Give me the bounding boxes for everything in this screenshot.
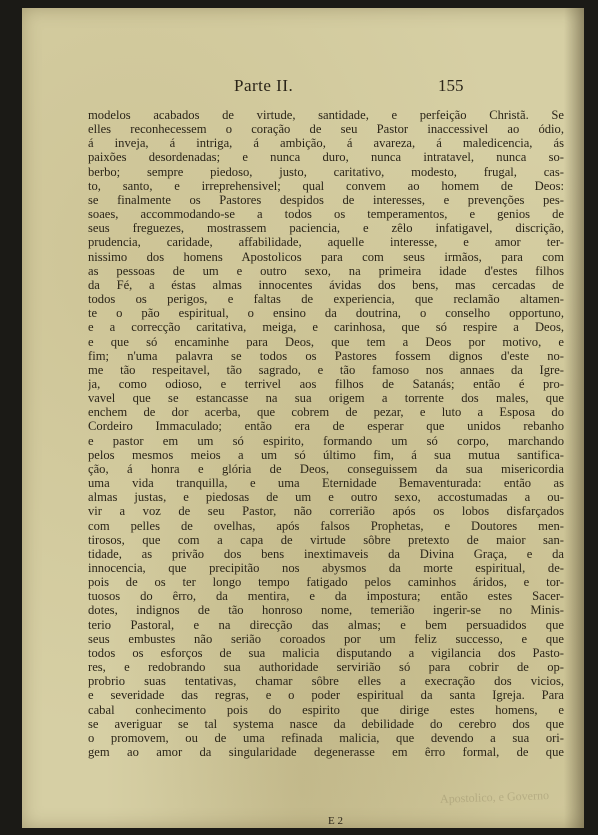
text-line: todos os perigos, e faltas de experiencia, que reclamão altamen- (88, 292, 564, 307)
text-line: te o pão espiritual, o ensino da doutrina, o conselho opportuno, (88, 306, 564, 321)
text-line: e severidade das regras, e o poder espiritual da santa Igreja. Para (88, 688, 564, 703)
text-line: tidade, as privão dos bens inextimaveis da Divina Graça, e da (88, 546, 564, 561)
text-line: modelos acabados de virtude, santidade, e perfeição Christã. Se (88, 108, 564, 122)
text-line: ção, á honra e glória de Deos, conseguissem da sua misericordia (88, 461, 564, 476)
text-line: Cordeiro Immaculado; então era de esperar que unidos rebanho (88, 419, 564, 434)
show-through-text: Apostolico, e Governo (439, 788, 550, 806)
text-line: todos os esforços de sua malicia disputando a vigilancia dos Pasto- (88, 645, 564, 660)
page-number: 155 (438, 76, 464, 95)
text-line: da Fé, a éstas almas innocentes ávidas dos bens, mas cercadas de (88, 277, 564, 292)
text-line: me tão respeitavel, tão sagrado, e tão famoso nos annaes da Igre- (88, 362, 564, 377)
text-line: e pastor em um só espirito, formando um só corpo, marchando (88, 433, 564, 448)
text-line: se averiguar se tal systema nasce da debilidade do cerebro dos que (88, 716, 564, 731)
text-line: terio Pastoral, e na direcção das almas; e bem persuadidos que (88, 617, 564, 632)
text-line: com pelles de ovelhas, após falsos Prophetas, e Doutores men- (88, 518, 564, 533)
text-line: tuosos do êrro, da mentira, e da impostura; então estes Sacer- (88, 589, 564, 604)
text-line: cabal conhecimento pois do espirito que dirige estes homens, e (88, 702, 564, 717)
text-line: elles reconhecessem o coração de seu Pastor inaccessivel ao ódio, (88, 122, 564, 137)
body-text (88, 108, 564, 759)
text-line: to, santo, e irreprehensivel; qual convem ao homem de Deos: (88, 178, 564, 193)
text-line: innocencia, que precipitão nos abysmos da morte espiritual, de- (88, 561, 564, 575)
text-line: almas justas, e piedosas de um e outro sexo, accostumadas a ou- (88, 490, 564, 505)
text-line: nissimo dos homens Apostolicos para com seus irmãos, para com (88, 249, 564, 264)
text-line: pois de os ter longo tempo fatigado pelos caminhos áridos, e tor- (88, 575, 564, 590)
text-line: berbo; sempre piedoso, justo, caritativo, modesto, frugal, cas- (88, 164, 564, 179)
page-gutter-shadow (564, 8, 584, 828)
page-header (22, 76, 584, 100)
text-line: as pessoas de um e outro sexo, na primeira idade d'estes filhos (88, 263, 564, 278)
running-head: Parte II. (234, 76, 294, 95)
text-line: probrio suas tentativas, chamar sôbre elles a execração dos vicios, (88, 674, 564, 689)
book-page (22, 8, 584, 828)
text-line: paixões desordenadas; e nunca duro, nunca intratavel, nunca so- (88, 150, 564, 165)
text-line: se finalmente os Pastores despidos de interesses, e prevenções pes- (88, 192, 564, 207)
text-line: soaes, accommodando-se a todos os temperamentos, e genios de (88, 207, 564, 222)
text-line: o promovem, ou de uma refinada malicia, que devendo a sua ori- (88, 730, 564, 745)
text-line: dotes, indignos de tão honroso nome, temerião ingerir-se no Minis- (88, 603, 564, 618)
text-line: e que só encaminhe para Deos, que tem a Deos por motivo, e (88, 334, 564, 349)
text-line: e a correcção caritativa, meiga, e carinhosa, que só respire a Deos, (88, 320, 564, 335)
text-line: uma vida tranquilla, e uma Eternidade Bemaventurada: então as (88, 476, 564, 491)
text-line: fim; n'uma palavra se todos os Pastores fossem dignos d'este no- (88, 348, 564, 363)
text-line: ja, como odioso, e terrivel aos filhos de Satanás; então é pro- (88, 376, 564, 391)
text-line: vavel que se estancasse na sua origem a torrente dos males, que (88, 391, 564, 406)
text-line: pelos mesmos meios a um só último fim, á sua mutua santifica- (88, 447, 564, 462)
text-line: á inveja, á intriga, á ambição, á avareza, á maledicencia, ás (88, 136, 564, 151)
text-line: seus freguezes, mostrassem paciencia, e zêlo infatigavel, discrição, (88, 221, 564, 236)
text-line: vir a voz de seu Pastor, não correrião após os lobos disfarçados (88, 504, 564, 519)
text-line: res, e redobrando sua authoridade servirião só para cobrir de op- (88, 660, 564, 675)
signature-mark: E 2 (328, 815, 343, 827)
text-line: prudencia, caridade, affabilidade, aquelle interesse, e amor ter- (88, 235, 564, 250)
text-line: tirosos, que com a capa de virtude sôbre pretexto de maior san- (88, 532, 564, 547)
text-line: seus embustes não serião coroados por um feliz successo, e que (88, 631, 564, 646)
text-line: gem ao amor da singularidade degenerasse em êrro formal, de que (88, 745, 564, 760)
text-line: enchem de dor acerba, que cobrem de pezar, e luto a Esposa do (88, 405, 564, 420)
